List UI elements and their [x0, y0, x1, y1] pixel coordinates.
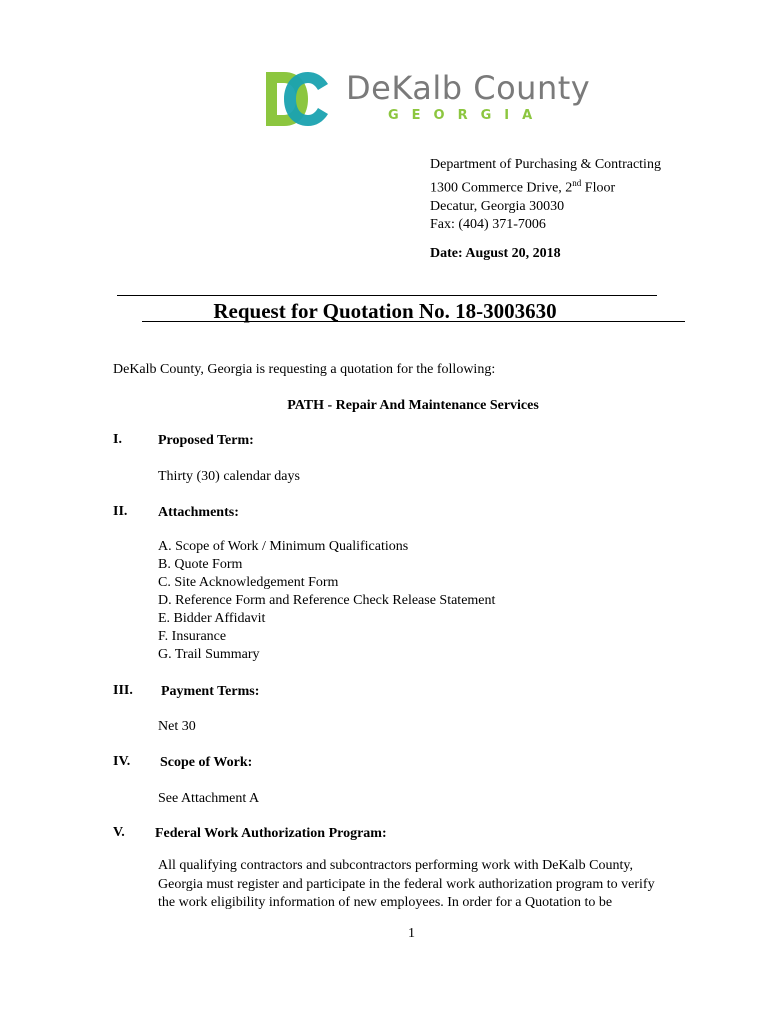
title-underline [142, 321, 685, 322]
paragraph-line: All qualifying contractors and subcontractors performing work with DeKalb County, [158, 858, 633, 873]
dekalb-county-logo [264, 68, 591, 128]
address-block [430, 156, 661, 234]
logo-subtitle: GEORGIA [388, 108, 546, 123]
street-superscript: nd [572, 178, 582, 188]
section-heading-scope-of-work: Scope of Work: [160, 755, 253, 770]
street-text: 1300 Commerce Drive, 2 [430, 180, 573, 196]
list-item: D. Reference Form and Reference Check Release Statement [158, 593, 496, 608]
section-number-2: II. [113, 504, 128, 519]
list-item: E. Bidder Affidavit [158, 611, 266, 626]
section-content-payment-terms: Net 30 [158, 719, 196, 734]
list-item: C. Site Acknowledgement Form [158, 575, 339, 590]
page-number: 1 [408, 926, 415, 941]
document-date: Date: August 20, 2018 [430, 246, 561, 261]
section-heading-proposed-term: Proposed Term: [158, 433, 254, 448]
section-number-3: III. [113, 683, 133, 698]
title-rule-top [117, 295, 657, 296]
list-item: B. Quote Form [158, 557, 243, 572]
section-heading-attachments: Attachments: [158, 505, 239, 520]
address-line-city: Decatur, Georgia 30030 [430, 198, 565, 214]
dc-logo-mark-icon [264, 70, 330, 128]
address-line-fax: Fax: (404) 371-7006 [430, 216, 546, 232]
address-line-department: Department of Purchasing & Contracting [430, 157, 661, 172]
logo-wordmark: DeKalb County [346, 69, 591, 107]
section-number-4: IV. [113, 754, 131, 769]
federal-work-authorization-paragraph [158, 857, 655, 913]
paragraph-line: Georgia must register and participate in the federal work authorization program to verify [158, 876, 655, 892]
section-content-scope-of-work: See Attachment A [158, 791, 260, 806]
list-item: A. Scope of Work / Minimum Qualifications [158, 539, 409, 554]
list-item: F. Insurance [158, 629, 227, 644]
list-item: G. Trail Summary [158, 647, 260, 662]
section-heading-federal-work-authorization: Federal Work Authorization Program: [155, 826, 387, 841]
section-number-1: I. [113, 432, 122, 447]
street-floor: Floor [581, 180, 616, 196]
document-title: Request for Quotation No. 18-3003630 [213, 299, 557, 323]
subject-line: PATH - Repair And Maintenance Services [287, 398, 539, 413]
intro-text: DeKalb County, Georgia is requesting a quotation for the following: [113, 362, 496, 377]
section-number-5: V. [113, 825, 125, 840]
section-content-proposed-term: Thirty (30) calendar days [158, 469, 300, 484]
paragraph-line: the work eligibility information of new employees. In order for a Quotation to be [158, 895, 613, 910]
section-heading-payment-terms: Payment Terms: [161, 684, 260, 699]
attachments-list [158, 538, 495, 664]
address-line-street [430, 174, 661, 198]
